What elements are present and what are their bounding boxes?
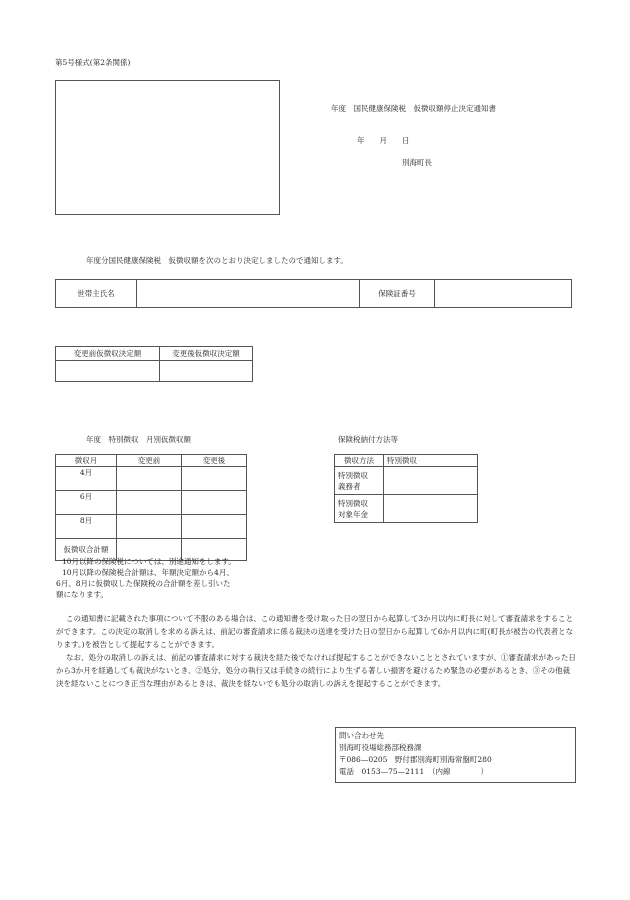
header-before: 変更前 — [117, 455, 182, 467]
after-label: 変更後仮徴収決定額 — [160, 347, 253, 361]
month-before — [117, 515, 182, 539]
payment-header-method: 徴収方法 — [335, 455, 384, 467]
month-label: 8月 — [56, 515, 117, 539]
monthly-heading: 年度 特別徴収 月別仮徴収額 — [86, 435, 191, 444]
date-line: 年 月 日 — [357, 136, 410, 145]
month-after — [182, 515, 247, 539]
payment-label: 特別徴収 対象年金 — [335, 495, 384, 523]
note-line: 額になります。 — [56, 590, 108, 599]
householder-label: 世帯主氏名 — [56, 280, 137, 308]
notes — [56, 556, 236, 600]
contact-address: 〒086—0205 野付郡別海町別海常盤町280 — [339, 755, 492, 764]
note-line: 6月、8月に仮徴収した保険税の合計額を差し引いた — [56, 579, 231, 588]
month-label: 4月 — [56, 467, 117, 491]
address-window — [55, 80, 280, 215]
payment-label: 特別徴収 義務者 — [335, 467, 384, 495]
contact-phone: 電話 0153—75—2111 （内線 ） — [339, 767, 488, 776]
month-label: 6月 — [56, 491, 117, 515]
issuer: 別海町長 — [402, 158, 432, 167]
month-after — [182, 467, 247, 491]
after-value — [160, 361, 253, 382]
insurance-cert-label: 保険証番号 — [360, 280, 435, 308]
note-line: 10月以降の保険税合計額は、年額決定額から4月、 — [62, 568, 234, 577]
legal-paragraph-2: なお、処分の取消しの訴えは、前記の審査請求に対する裁決を経た後でなければ提起することができないこととされていますが、①審査請求があった日から3か月を経過しても裁決がないとき、②処分、処分の執行又は手続きの続行により生ずる著しい損害を避けるため緊急の必要があるとき、③その他裁決を経ないことにつき正当な理由があるときは、裁決を経ないでも処分の取消しの訴えを提起することができます。 — [56, 653, 576, 688]
payment-table — [334, 454, 478, 523]
contact-heading: 問い合わせ先 — [339, 731, 384, 740]
payment-header-special: 特別徴収 — [384, 455, 478, 467]
contact-dept: 別海町役場総務部税務課 — [339, 743, 422, 752]
header-month: 徴収月 — [56, 455, 117, 467]
before-value — [56, 361, 160, 382]
month-after — [182, 491, 247, 515]
form-number: 第5号様式(第2条関係) — [55, 58, 131, 67]
intro-text: 年度分国民健康保険税 仮徴収額を次のとおり決定しましたので通知します。 — [86, 256, 348, 265]
contact-box — [335, 727, 576, 783]
householder-table — [55, 279, 572, 308]
insurance-cert-value — [435, 280, 572, 308]
payment-heading: 保険税納付方法等 — [338, 435, 398, 444]
month-before — [117, 491, 182, 515]
monthly-table — [55, 454, 247, 561]
payment-value — [384, 467, 478, 495]
header-after: 変更後 — [182, 455, 247, 467]
legal-paragraph-1: この通知書に記載された事項について不服のある場合は、この通知書を受け取った日の翌日から起算して3か月以内に町長に対して審査請求をすることができます。この決定の取消しを求める訴えは、前記の審査請求に係る裁決の送達を受けた日の翌日から起算して6か月以内に町(町長が被告の代表者となります。)を被告として提起することができます。 — [56, 614, 574, 649]
note-line: 10月以降の保険税については、別途通知をします。 — [62, 557, 236, 566]
before-label: 変更前仮徴収決定額 — [56, 347, 160, 361]
householder-value — [137, 280, 360, 308]
total-label: 仮徴収合計額 — [56, 539, 117, 561]
payment-value — [384, 495, 478, 523]
change-table — [55, 346, 253, 382]
month-before — [117, 467, 182, 491]
document-title: 年度 国民健康保険税 仮徴収額停止決定通知書 — [331, 104, 496, 113]
